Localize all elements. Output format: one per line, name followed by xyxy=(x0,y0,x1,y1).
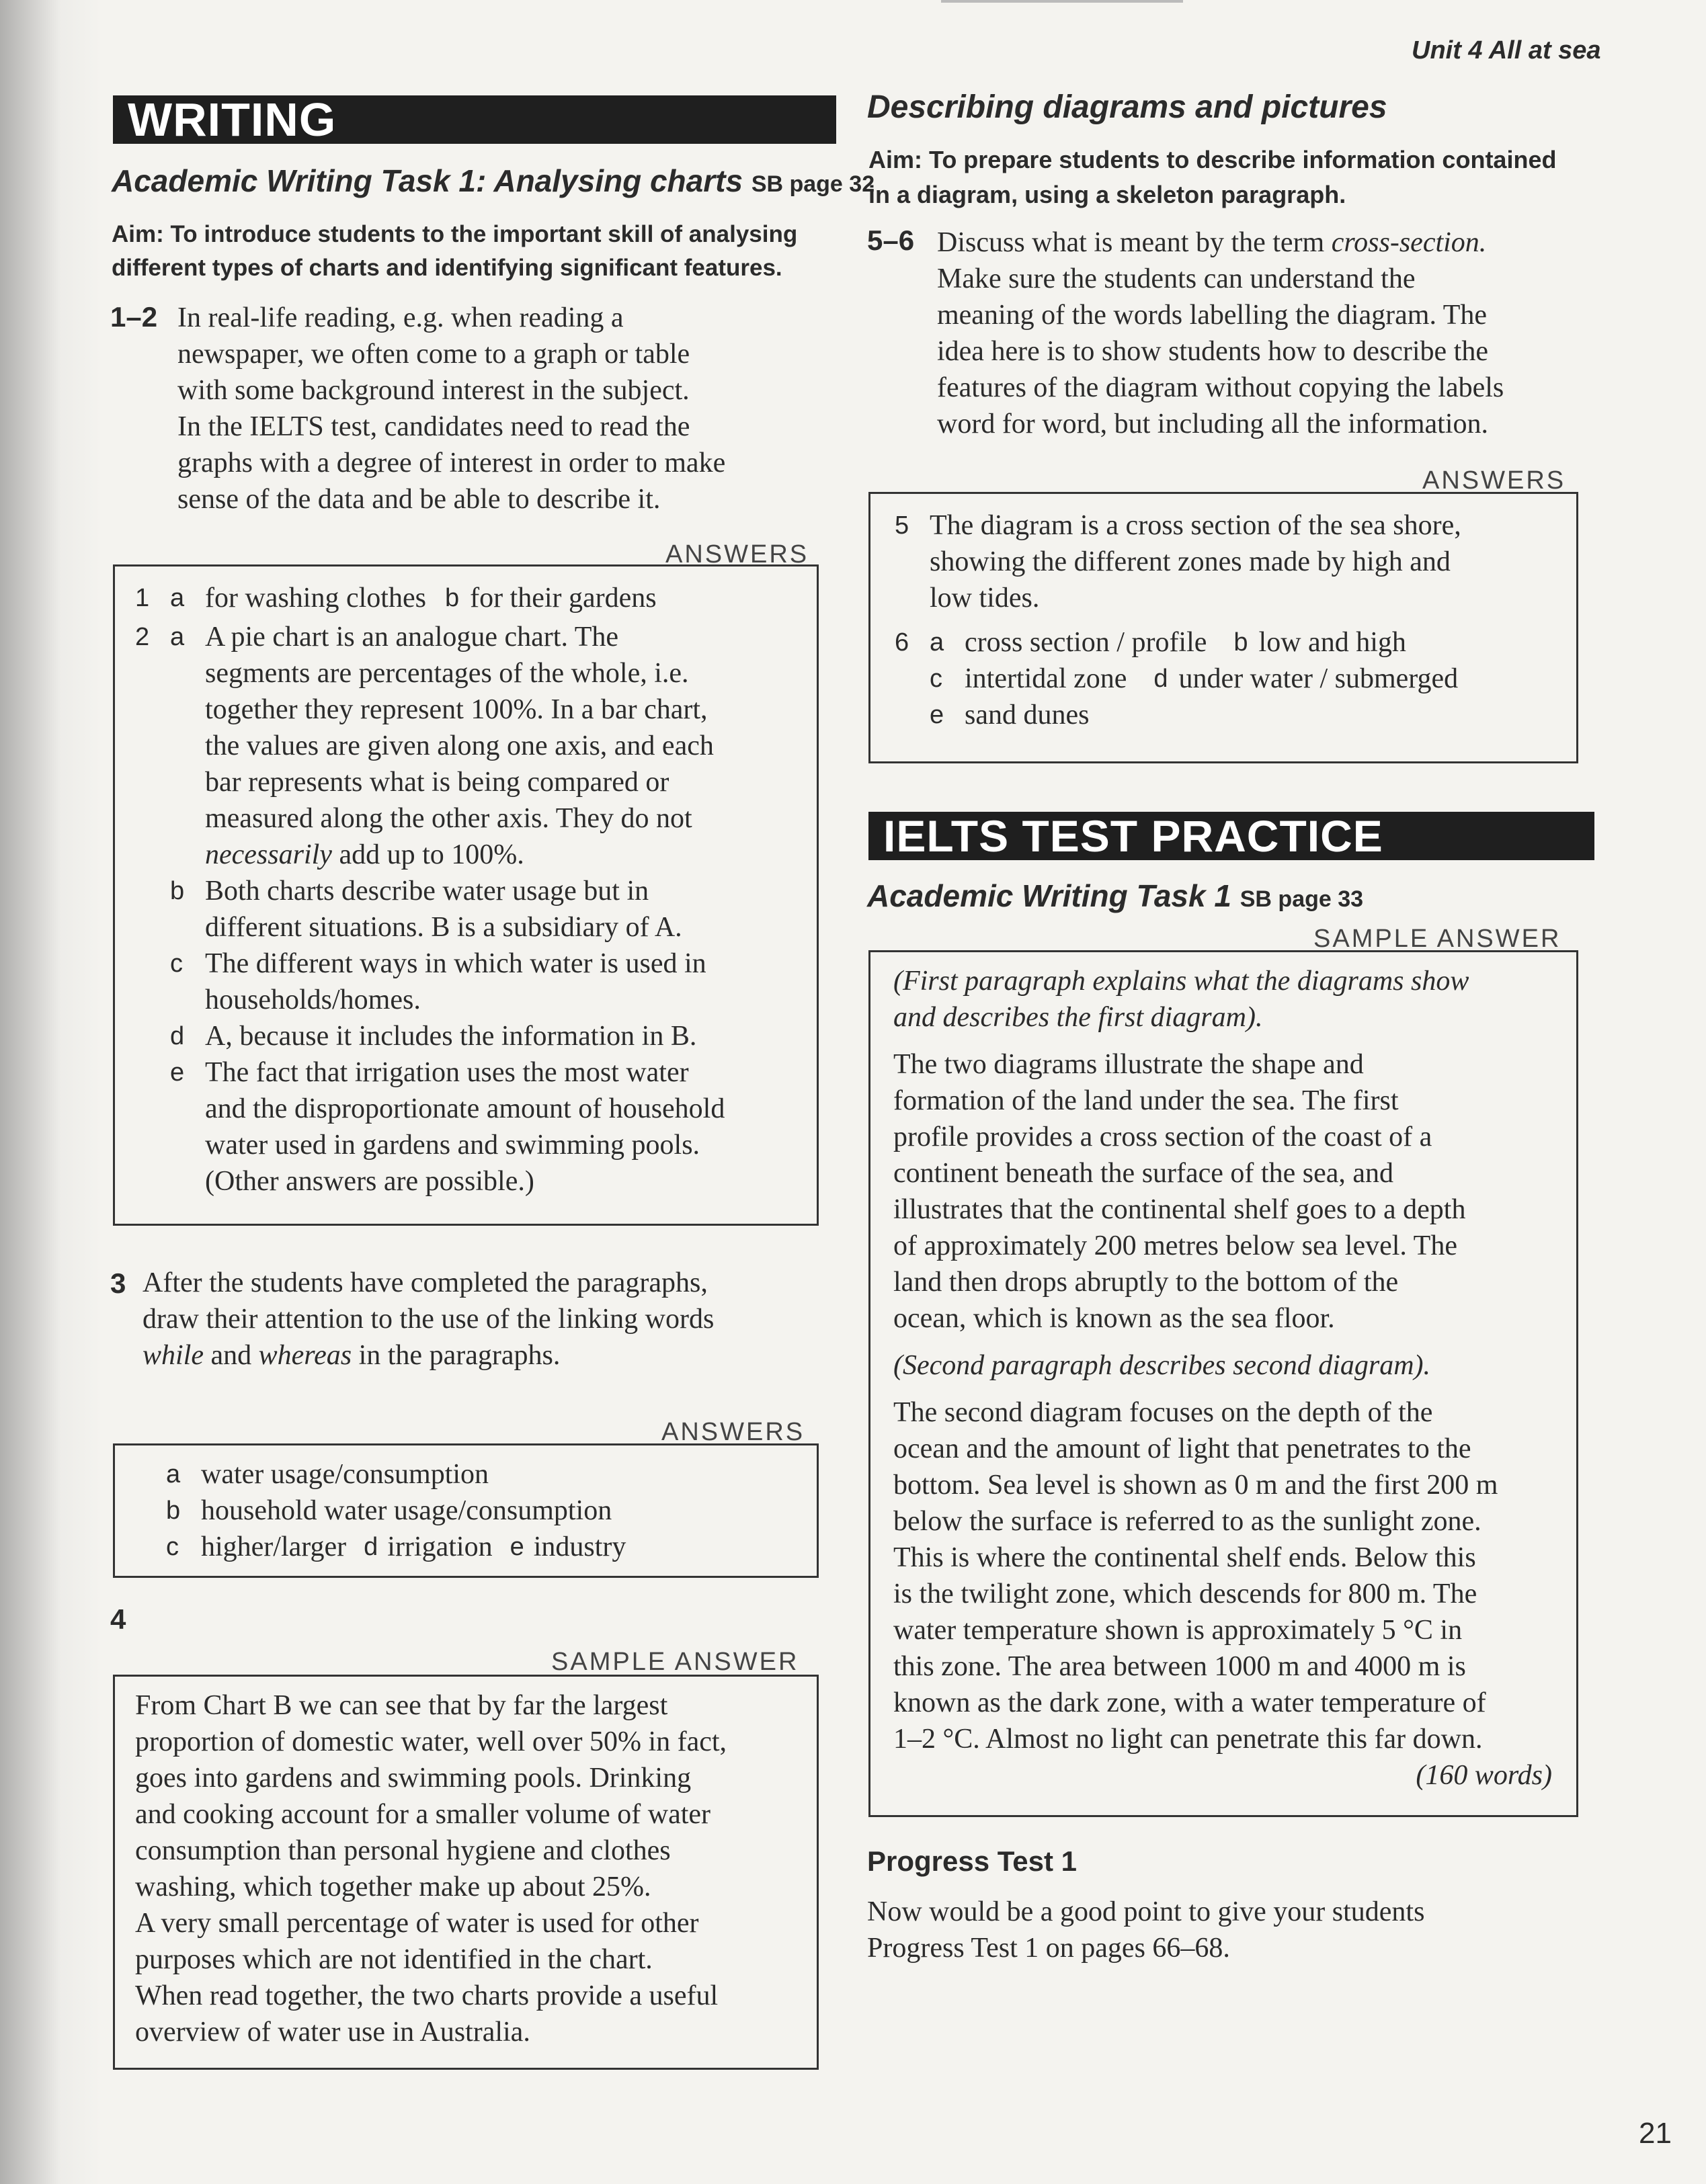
text-line: formation of the land under the sea. The first xyxy=(893,1085,1399,1116)
answer-letter: b xyxy=(166,1497,181,1525)
answer-text: water usage/consumption xyxy=(201,1459,489,1490)
answer-text: for their gardens xyxy=(470,583,657,614)
sb-page-ref: SB page 33 xyxy=(1240,886,1364,912)
text-line: meaning of the words labelling the diagram. The xyxy=(937,300,1487,331)
answers-label: ANSWERS xyxy=(661,1418,805,1446)
answer-row-1 xyxy=(135,580,817,616)
text-line: of approximately 200 metres below sea level. The xyxy=(893,1230,1457,1261)
text-line: A very small percentage of water is used for other xyxy=(135,1908,699,1939)
writing-section-bar: WRITING xyxy=(113,95,836,144)
text-run: and xyxy=(204,1340,259,1371)
task-heading-text: Academic Writing Task 1: Analysing charts xyxy=(112,163,743,198)
answer-text: under water / submerged xyxy=(1178,663,1459,694)
answer-letter: b xyxy=(1233,628,1248,657)
answer-letter: a xyxy=(166,1460,181,1488)
sample-answer-label: SAMPLE ANSWER xyxy=(551,1648,799,1676)
answer-text: for washing clothes xyxy=(205,583,426,614)
question-number-1-2: 1–2 xyxy=(110,301,158,333)
answer-row-6cd xyxy=(895,661,1576,697)
text-run: add up to 100%. xyxy=(331,839,524,870)
text-line: and describes the first diagram). xyxy=(893,1002,1263,1033)
text-line: In real-life reading, e.g. when reading a xyxy=(177,302,624,333)
text-line: newspaper, we often come to a graph or table xyxy=(177,339,690,370)
answer-letter: b xyxy=(444,584,460,612)
text-line: graphs with a degree of interest in order to make xyxy=(177,448,726,478)
sample-answer-box-task1 xyxy=(868,950,1578,1817)
answer-text: A, because it includes the information in B. xyxy=(205,1021,697,1052)
answer-row-b xyxy=(166,1493,817,1529)
answer-text: intertidal zone xyxy=(965,663,1127,694)
text-run: Discuss what is meant by the term xyxy=(937,227,1332,258)
text-line: proportion of domestic water, well over 50% in fact, xyxy=(135,1726,727,1757)
answer-text: irrigation xyxy=(387,1531,493,1562)
answer-row-5 xyxy=(895,507,1576,616)
text-line: Make sure the students can understand the xyxy=(937,263,1416,294)
question-number-4: 4 xyxy=(110,1603,126,1635)
answer-text: low and high xyxy=(1258,627,1406,658)
emphasis: while xyxy=(143,1340,204,1371)
answer-row-6e xyxy=(895,697,1576,733)
page-number: 21 xyxy=(1639,2117,1672,2150)
text-line: profile provides a cross section of the coast of a xyxy=(893,1122,1432,1152)
question-3-text xyxy=(143,1265,828,1374)
answers-box-1-2 xyxy=(113,564,819,1226)
text-line: consumption than personal hygiene and clothes xyxy=(135,1835,671,1866)
task-heading-text: Academic Writing Task 1 xyxy=(867,878,1231,913)
answer-letter: e xyxy=(170,1058,185,1087)
text-line: 1–2 °C. Almost no light can penetrate this far down. xyxy=(893,1724,1483,1755)
text-line: with some background interest in the subject. xyxy=(177,375,690,406)
text-line: washing, which together make up about 25%. xyxy=(135,1872,651,1902)
text-line: and cooking account for a smaller volume of water xyxy=(135,1799,711,1830)
text-line: overview of water use in Australia. xyxy=(135,2017,530,2048)
text-line xyxy=(205,837,714,873)
text-line: water used in gardens and swimming pools. xyxy=(205,1130,700,1161)
answers-label: ANSWERS xyxy=(1422,466,1566,495)
text-line: goes into gardens and swimming pools. Drinking xyxy=(135,1763,692,1794)
answer-row-2a xyxy=(135,619,817,873)
text-run: in the paragraphs. xyxy=(352,1340,561,1371)
top-edge-line xyxy=(941,0,1183,3)
text-line: illustrates that the continental shelf goes to a depth xyxy=(893,1194,1466,1225)
text-line: water temperature shown is approximately 5 °C in xyxy=(893,1615,1463,1646)
text-line: From Chart B we can see that by far the largest xyxy=(135,1690,668,1721)
text-line: (First paragraph explains what the diagrams show xyxy=(893,966,1469,997)
aim-left: Aim: To introduce students to the important skill of analysing different types of charts and identifying significant features. xyxy=(112,221,798,281)
text-line: below the surface is referred to as the sunlight zone. xyxy=(893,1506,1481,1537)
answer-number: 1 xyxy=(135,584,150,612)
answer-letter: c xyxy=(166,1533,179,1561)
question-1-2-text xyxy=(177,300,823,517)
text-line: This is where the continental shelf ends. Below this xyxy=(893,1542,1476,1573)
answer-text-block xyxy=(205,619,714,873)
text-line: The second diagram focuses on the depth of the xyxy=(893,1397,1433,1428)
sample-answer-box-4 xyxy=(113,1675,819,2070)
answer-text: household water usage/consumption xyxy=(201,1495,612,1526)
text-line: When read together, the two charts provide a useful xyxy=(135,1980,719,2011)
text-line: land then drops abruptly to the bottom of the xyxy=(893,1267,1399,1298)
answer-row-6ab xyxy=(895,624,1576,661)
text-line: (Second paragraph describes second diagram). xyxy=(893,1350,1431,1381)
text-line: features of the diagram without copying the labels xyxy=(937,372,1504,403)
question-number-5-6: 5–6 xyxy=(867,224,915,256)
text-line xyxy=(143,1337,828,1374)
answer-row-cde xyxy=(166,1529,817,1565)
answer-text: cross section / profile xyxy=(965,627,1207,658)
sb-page-ref: SB page 32 xyxy=(751,171,875,197)
answer-letter: a xyxy=(170,623,185,651)
answer-text: sand dunes xyxy=(965,700,1090,730)
question-number-3: 3 xyxy=(110,1267,126,1299)
question-5-6-text xyxy=(937,224,1582,442)
text-line: (Other answers are possible.) xyxy=(205,1166,534,1197)
text-line: is the twilight zone, which descends for 800 m. The xyxy=(893,1579,1477,1609)
text-line: known as the dark zone, with a water temperature of xyxy=(893,1687,1486,1718)
text-line: bottom. Sea level is shown as 0 m and the first 200 m xyxy=(893,1470,1498,1501)
emphasis: whereas xyxy=(258,1340,352,1371)
text-line: After the students have completed the paragraphs, xyxy=(143,1267,708,1298)
emphasis: necessarily xyxy=(205,839,332,870)
emphasis: cross-section. xyxy=(1331,227,1487,258)
text-line: purposes which are not identified in the chart. xyxy=(135,1944,653,1975)
progress-test-text xyxy=(867,1894,1580,1966)
answer-text: industry xyxy=(533,1531,626,1562)
task-heading-left xyxy=(112,163,875,199)
text-line: The two diagrams illustrate the shape and xyxy=(893,1049,1364,1080)
ielts-test-practice-bar: IELTS TEST PRACTICE xyxy=(868,812,1594,860)
text-line: Progress Test 1 on pages 66–68. xyxy=(867,1933,1230,1964)
text-line: A pie chart is an analogue chart. The xyxy=(205,622,618,653)
text-line: In the IELTS test, candidates need to read the xyxy=(177,411,690,442)
answers-box-5-6 xyxy=(868,492,1578,763)
text-line: sense of the data and be able to describe it. xyxy=(177,484,661,515)
answer-row-2e xyxy=(135,1054,817,1200)
answer-letter: e xyxy=(510,1533,524,1561)
text-line: ocean, which is known as the sea floor. xyxy=(893,1303,1335,1334)
answer-letter: c xyxy=(930,665,942,693)
answer-number: 6 xyxy=(895,628,909,657)
text-line: The diagram is a cross section of the sea shore, xyxy=(930,510,1461,541)
answer-letter: c xyxy=(170,950,183,978)
sample-answer-label: SAMPLE ANSWER xyxy=(1313,925,1561,953)
answer-row-2d xyxy=(135,1018,817,1054)
text-line: different situations. B is a subsidiary of A. xyxy=(205,912,682,943)
answer-letter: d xyxy=(1153,665,1168,693)
answer-letter: a xyxy=(170,584,185,612)
word-count: (160 words) xyxy=(1416,1760,1552,1791)
answers-box-3 xyxy=(113,1443,819,1578)
text-line: ocean and the amount of light that penetrates to the xyxy=(893,1433,1471,1464)
task-heading-right xyxy=(867,878,1363,914)
text-line: showing the different zones made by high and xyxy=(930,546,1451,577)
text-line: this zone. The area between 1000 m and 4000 m is xyxy=(893,1651,1466,1682)
answer-letter: e xyxy=(930,701,944,729)
text-line: continent beneath the surface of the sea, and xyxy=(893,1158,1394,1189)
answers-label: ANSWERS xyxy=(665,540,809,569)
text-line: together they represent 100%. In a bar chart, xyxy=(205,694,708,725)
answer-row-2b xyxy=(135,873,817,946)
answer-letter: b xyxy=(170,877,185,905)
text-line: and the disproportionate amount of household xyxy=(205,1093,725,1124)
describing-diagrams-heading: Describing diagrams and pictures xyxy=(867,89,1387,125)
text-line: The fact that irrigation uses the most water xyxy=(205,1057,689,1088)
text-line: Both charts describe water usage but in xyxy=(205,876,649,907)
progress-test-heading: Progress Test 1 xyxy=(867,1845,1078,1877)
text-line: bar represents what is being compared or xyxy=(205,767,669,798)
text-line: The different ways in which water is used in xyxy=(205,948,706,979)
answer-row-2c xyxy=(135,946,817,1018)
answer-text: higher/larger xyxy=(201,1531,347,1562)
text-line: the values are given along one axis, and each xyxy=(205,730,714,761)
text-line: Now would be a good point to give your students xyxy=(867,1896,1425,1927)
running-header: Unit 4 All at sea xyxy=(1412,36,1601,65)
answer-number: 2 xyxy=(135,623,150,651)
answer-letter: a xyxy=(930,628,944,657)
text-line: low tides. xyxy=(930,583,1040,614)
text-line: word for word, but including all the information. xyxy=(937,409,1489,439)
text-line: segments are percentages of the whole, i.e. xyxy=(205,658,689,689)
page-binding-shadow xyxy=(0,0,101,2184)
text-line xyxy=(937,224,1582,261)
answer-row-a xyxy=(166,1456,817,1493)
answer-letter: d xyxy=(364,1533,378,1561)
text-line: draw their attention to the use of the linking words xyxy=(143,1304,715,1335)
aim-right: Aim: To prepare students to describe information contained in a diagram, using a skeleton paragraph. xyxy=(868,146,1557,208)
text-line: idea here is to show students how to describe the xyxy=(937,336,1488,367)
answer-letter: d xyxy=(170,1022,185,1050)
answer-number: 5 xyxy=(895,511,909,540)
text-line: measured along the other axis. They do not xyxy=(205,803,692,834)
text-line: households/homes. xyxy=(205,984,421,1015)
